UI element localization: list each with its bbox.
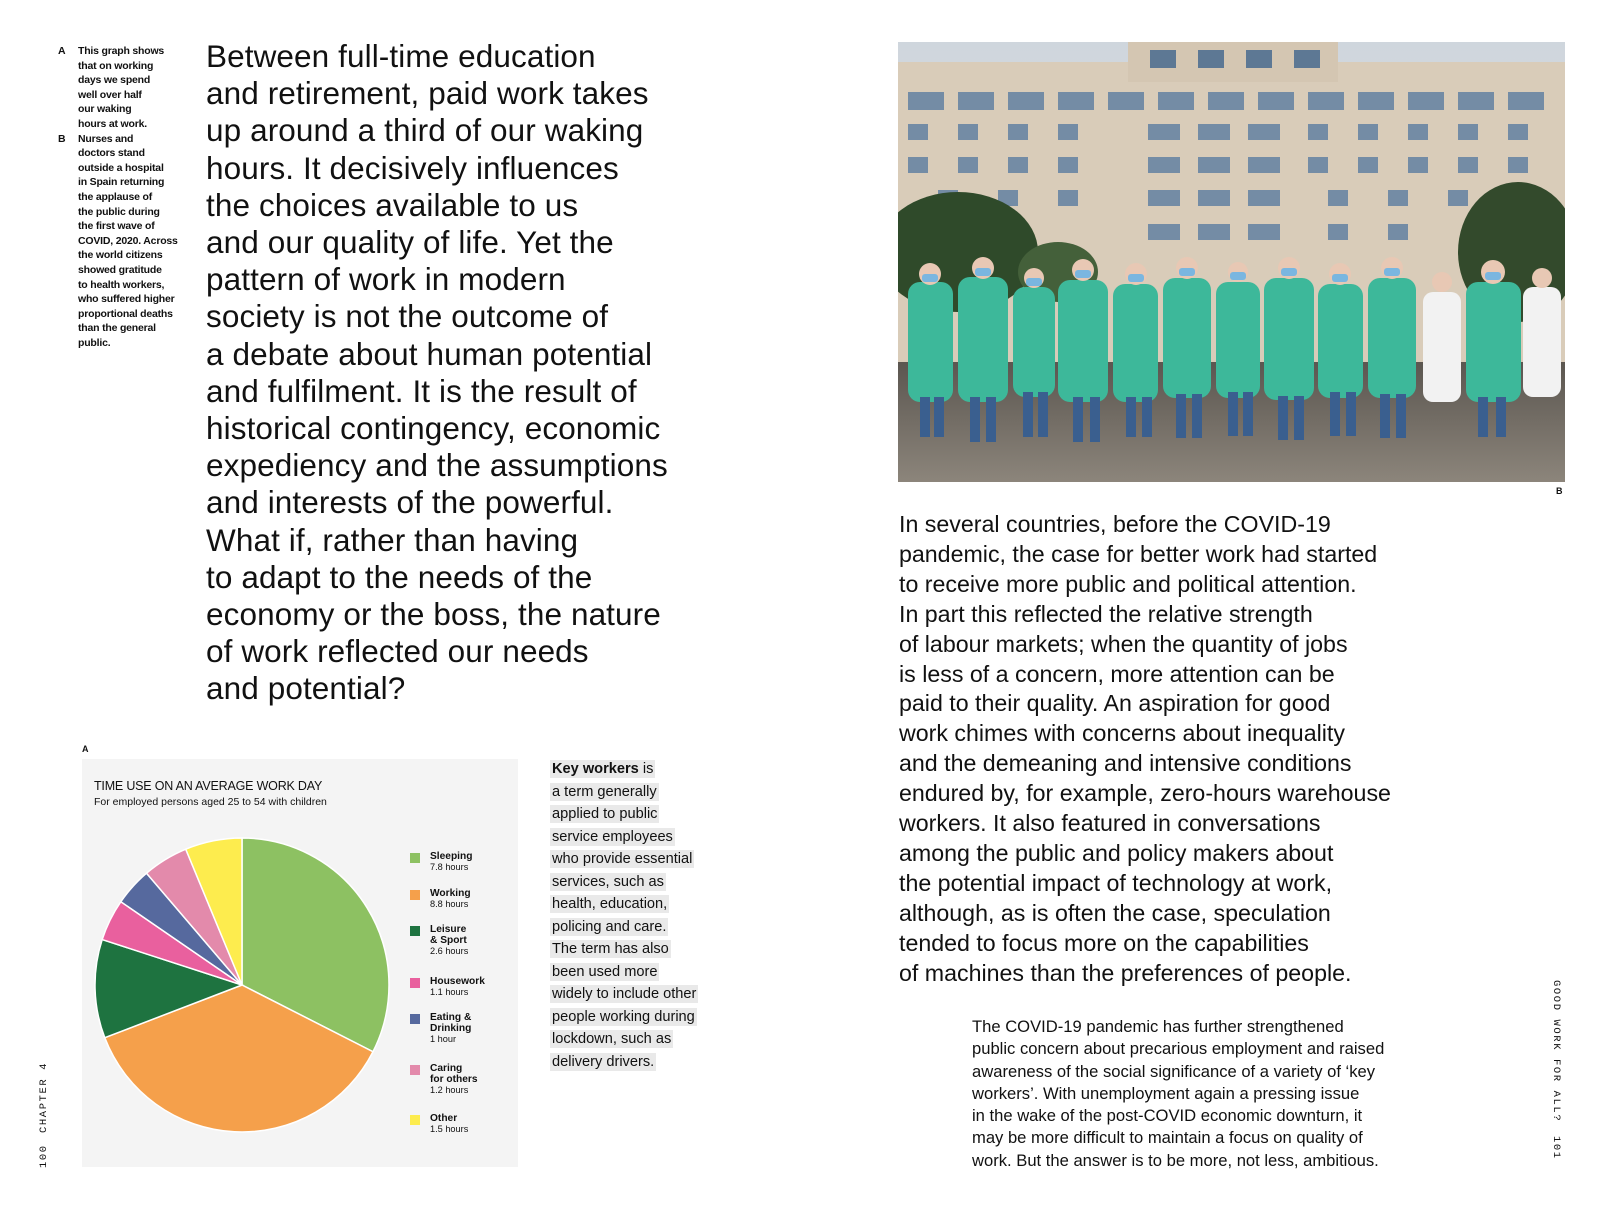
legend-label: Housework 1.1 hours (430, 976, 520, 998)
body-line: although, as is often the case, speculation (899, 899, 1331, 926)
caption-line: who suffered higher (78, 293, 175, 306)
intro-line: the choices available to us (206, 186, 579, 223)
page-number-left: 100 (38, 1144, 50, 1168)
legend-label: Caring for others 1.2 hours (430, 1063, 520, 1096)
footer-right (1548, 980, 1568, 1165)
intro-line: and fulfilment. It is the result of (206, 372, 637, 409)
body-line: of machines than the preferences of people. (899, 959, 1352, 986)
photo-label: B (1556, 486, 1563, 496)
caption-line: proportional deaths (78, 307, 173, 320)
key-workers-term: Key workers is (552, 761, 654, 777)
body-line: workers. It also featured in conversations (899, 810, 1321, 837)
body-line: In several countries, before the COVID-19 (899, 511, 1331, 537)
body-line: of labour markets; when the quantity of jobs (899, 630, 1348, 657)
key-workers-line: been used more (552, 963, 658, 980)
body-line: paid to their quality. An aspiration for good (899, 690, 1331, 717)
body-line: endured by, for example, zero-hours warehouse (899, 780, 1391, 807)
intro-line: of work reflected our needs (206, 633, 589, 670)
pull-line: awareness of the social significance of a variety of ‘key (972, 1061, 1376, 1081)
key-workers-line: services, such as (552, 873, 664, 890)
pull-line: may be more difficult to maintain a focus on quality of (972, 1128, 1363, 1148)
legend-hours: 1.5 hours (430, 1124, 469, 1134)
pull-line: public concern about precarious employment and raised (972, 1039, 1385, 1059)
hospital-photo (898, 42, 1565, 482)
caption-line: doctors stand (78, 147, 145, 160)
key-workers-line: people working during (552, 1008, 695, 1025)
legend-swatch (410, 1115, 420, 1125)
intro-line: society is not the outcome of (206, 298, 609, 335)
legend-swatch (410, 890, 420, 900)
body-line: to receive more public and political attention. (899, 570, 1357, 597)
caption-line: public. (78, 336, 111, 349)
caption-line: well over half (78, 88, 142, 101)
pull-paragraph (972, 1016, 1472, 1172)
chart-label: A (82, 744, 89, 754)
legend-swatch (410, 1014, 420, 1024)
caption-a-label: A (58, 45, 66, 57)
intro-line: hours. It decisively influences (206, 149, 619, 186)
caption-line: to health workers, (78, 278, 165, 291)
chapter-label: CHAPTER 4 (38, 1061, 50, 1133)
intro-line: historical contingency, economic (206, 410, 661, 447)
pull-line: The COVID-19 pandemic has further strengthened (972, 1017, 1344, 1036)
caption-line: showed gratitude (78, 263, 162, 276)
legend-hours: 2.6 hours (430, 946, 469, 956)
caption-line: the applause of (78, 190, 153, 203)
caption-b-label: B (58, 132, 66, 145)
key-workers-line: widely to include other (552, 986, 697, 1002)
key-workers-line: who provide essential (552, 851, 693, 867)
chart-title: TIME USE ON AN AVERAGE WORK DAY (94, 779, 323, 793)
key-workers-line: a term generally (552, 783, 657, 800)
caption-line: the world citizens (78, 249, 163, 262)
intro-line: What if, rather than having (206, 521, 579, 558)
caption-line: the public during (78, 205, 160, 218)
key-workers-line (550, 758, 725, 781)
key-workers-line: delivery drivers. (552, 1053, 655, 1070)
key-workers-line: lockdown, such as (552, 1031, 672, 1047)
caption-line: days we spend (78, 74, 151, 87)
intro-line: expediency and the assumptions (206, 447, 668, 484)
legend-hours: 1 hour (430, 1034, 457, 1044)
caption-line: that on working (78, 59, 154, 72)
caption-line: This graph shows (78, 45, 165, 57)
pull-line: work. But the answer is to be more, not less, ambitious. (972, 1150, 1379, 1170)
body-line: is less of a concern, more attention can be (899, 660, 1335, 687)
caption-line: hours at work. (78, 117, 147, 130)
legend-swatch (410, 853, 420, 863)
intro-line: and interests of the powerful. (206, 484, 614, 521)
caption-line: than the general (78, 322, 156, 335)
intro-line: a debate about human potential (206, 335, 653, 372)
key-workers-line: health, education, (552, 896, 668, 912)
legend-label: Leisure & Sport 2.6 hours (430, 924, 520, 957)
caption-line: the first wave of (78, 220, 155, 233)
legend-label: Other 1.5 hours (430, 1113, 520, 1135)
body-line: and the demeaning and intensive conditions (899, 750, 1352, 777)
caption-line: our waking (78, 103, 132, 116)
footer-left (32, 1058, 52, 1168)
page-number-right: 101 (1550, 1136, 1562, 1160)
legend-hours: 1.2 hours (430, 1085, 469, 1095)
caption-line: Nurses and (78, 132, 134, 145)
pull-line: workers’. With unemployment again a pressing issue (972, 1083, 1360, 1103)
legend-hours: 1.1 hours (430, 987, 469, 997)
legend-swatch (410, 1065, 420, 1075)
key-workers-line: policing and care. (552, 918, 667, 935)
intro-line: and potential? (206, 670, 406, 707)
intro-line: and retirement, paid work takes (206, 75, 649, 112)
figure-captions (58, 44, 188, 350)
legend-label: Sleeping 7.8 hours (430, 851, 520, 873)
legend-label: Working 8.8 hours (430, 888, 520, 910)
intro-line: and our quality of life. Yet the (206, 224, 614, 261)
caption-line: outside a hospital (78, 161, 164, 174)
legend-hours: 8.8 hours (430, 899, 469, 909)
legend-swatch (410, 978, 420, 988)
body-paragraph (899, 510, 1479, 989)
book-title: GOOD WORK FOR ALL? (1550, 980, 1562, 1123)
body-line: work chimes with concerns about inequality (899, 720, 1345, 747)
intro-line: to adapt to the needs of the (206, 558, 593, 595)
pull-line: in the wake of the post-COVID economic downturn, it (972, 1106, 1363, 1126)
key-workers-line: The term has also (552, 941, 669, 957)
intro-line: Between full-time education (206, 38, 596, 74)
key-workers-line: applied to public (552, 806, 658, 822)
key-workers-note (550, 758, 725, 1073)
body-line: tended to focus more on the capabilities (899, 929, 1309, 956)
caption-line: COVID, 2020. Across (78, 234, 178, 247)
caption-line: in Spain returning (78, 176, 165, 189)
key-workers-line: service employees (552, 828, 673, 845)
body-line: pandemic, the case for better work had started (899, 540, 1378, 567)
caption-a (58, 44, 188, 132)
body-line: the potential impact of technology at work, (899, 869, 1333, 896)
caption-b (58, 132, 188, 351)
intro-line: pattern of work in modern (206, 261, 566, 298)
legend-swatch (410, 926, 420, 936)
chart-subtitle: For employed persons aged 25 to 54 with children (94, 796, 327, 808)
body-line: among the public and policy makers about (899, 839, 1334, 866)
body-line: In part this reflected the relative strength (899, 600, 1313, 627)
pie-chart (82, 759, 518, 1167)
legend-hours: 7.8 hours (430, 862, 469, 872)
intro-paragraph (206, 38, 746, 708)
intro-line: up around a third of our waking (206, 112, 644, 149)
intro-line: economy or the boss, the nature (206, 596, 661, 633)
legend-label: Eating & Drinking 1 hour (430, 1012, 520, 1045)
